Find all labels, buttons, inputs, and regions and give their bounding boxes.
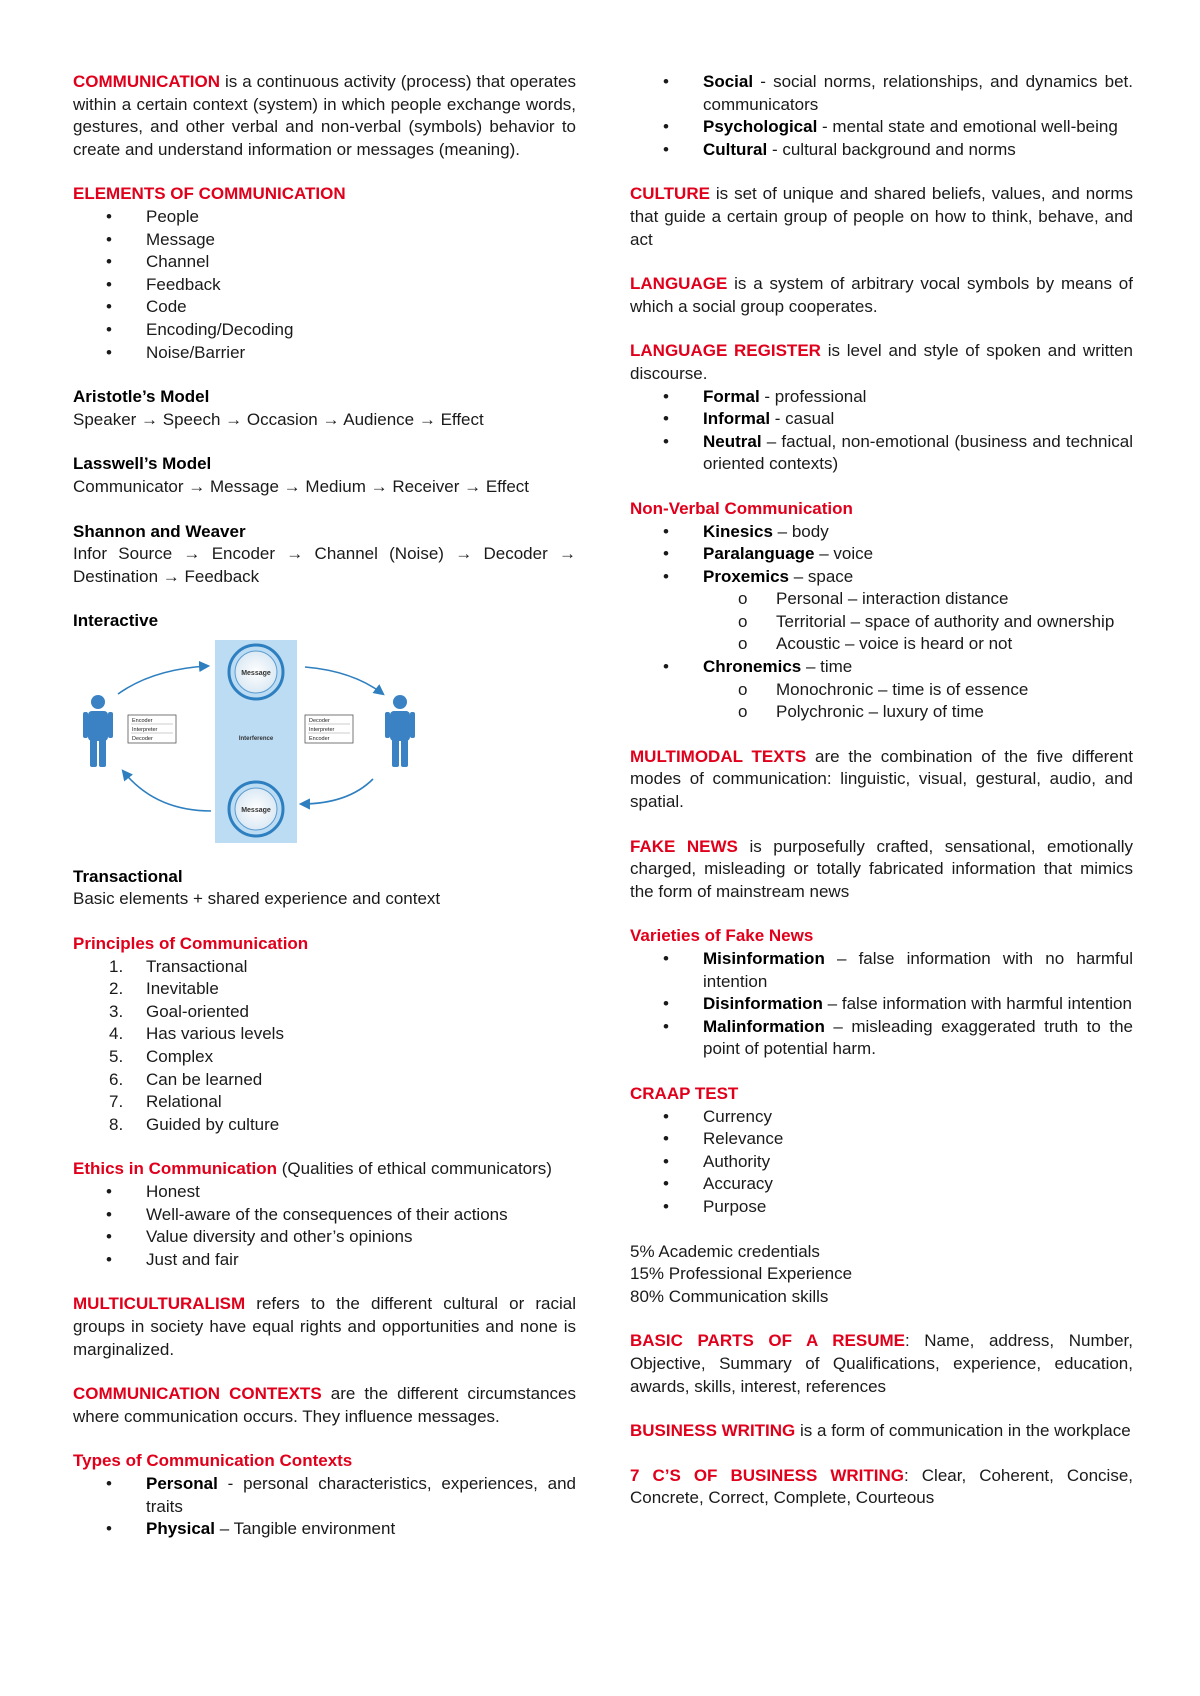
principles-list: [73, 956, 576, 1137]
section-heading: ELEMENTS OF COMMUNICATION: [73, 184, 346, 204]
section-heading: Principles of Communication: [73, 934, 309, 954]
model-text: Basic elements + shared experience and context: [73, 889, 441, 909]
register-list: [630, 386, 1133, 476]
right-role-box: [305, 715, 353, 743]
circle-label-bottom: Message: [241, 806, 271, 814]
list-item: • Disinformation – false information with harmful intention: [630, 993, 1133, 1016]
svg-text:Decoder: Decoder: [309, 717, 330, 724]
list-item: • Honest: [73, 1181, 576, 1204]
craap-section: [630, 1083, 1133, 1219]
model-heading: Lasswell’s Model: [73, 454, 212, 474]
types-section: [73, 1450, 576, 1540]
svg-text:Encoder: Encoder: [309, 735, 330, 742]
chronemics-sublist: [630, 679, 1133, 724]
list-item: 5. Complex: [109, 1047, 214, 1067]
arrow-top-left: [118, 666, 208, 694]
ethics-section: [73, 1158, 576, 1271]
list-item: 6. Can be learned: [109, 1069, 263, 1089]
arrow-bottom-left: [123, 771, 211, 811]
interactive-model-diagram: [73, 639, 438, 844]
person-left-icon: [83, 695, 113, 767]
list-item: • Psychological - mental state and emotional well-being: [630, 116, 1133, 139]
list-item: • Informal - casual: [630, 408, 1133, 431]
model-heading: Interactive: [73, 611, 159, 631]
list-item: 3. Goal-oriented: [109, 1001, 250, 1021]
definition-text: is a continuous activity (process) that operates within a certain context (system) in which people exchange words, gestures, and other verbal and non-verbal (symbols) behavior to create and understand information or messages (meaning).: [73, 72, 576, 159]
communication-definition: [73, 71, 576, 161]
principles-section: [73, 933, 576, 1136]
percent-line: 15% Professional Experience: [630, 1264, 853, 1284]
interference-label: Interference: [238, 735, 274, 742]
arrow-bottom-right: [301, 779, 373, 804]
list-item: • Neutral – factual, non-emotional (business and technical oriented contexts): [630, 431, 1133, 476]
lasswell-model: [73, 453, 576, 498]
list-item: • Chronemics – time: [630, 656, 1133, 679]
list-item: • Kinesics – body: [630, 521, 1133, 544]
seven-cs-definition: 7 C’S OF BUSINESS WRITING: Clear, Coherent, Concise, Concrete, Correct, Complete, Courteous: [630, 1465, 1134, 1508]
model-flow: Speaker → Speech → Occasion → Audience → Effect: [73, 409, 484, 429]
list-item: • Currency: [630, 1106, 1133, 1129]
list-item: • Encoding/Decoding: [73, 319, 576, 342]
person-right-icon: [385, 695, 415, 767]
list-item: 2. Inevitable: [109, 979, 219, 999]
list-item: • Code: [73, 296, 576, 319]
multiculturalism-definition: MULTICULTURALISM refers to the different cultural or racial groups in society have equal rights and opportunities and none is marginalized.: [73, 1294, 576, 1359]
interactive-model: [73, 610, 576, 844]
proxemics-sublist: [630, 588, 1133, 656]
shannon-weaver-model: [73, 521, 576, 589]
sub-item: o Monochronic – time is of essence: [630, 679, 1133, 702]
elements-section: [73, 183, 576, 364]
list-item: • Message: [73, 229, 576, 252]
sub-item: o Polychronic – luxury of time: [630, 701, 1133, 724]
svg-text:Interpreter: Interpreter: [132, 726, 158, 733]
section-heading: CRAAP TEST: [630, 1083, 739, 1103]
types-list: [73, 1473, 576, 1541]
list-item: • Personal - personal characteristics, experiences, and traits: [73, 1473, 576, 1518]
types-continued: [630, 71, 1133, 161]
list-item: • People: [73, 206, 576, 229]
list-item: • Value diversity and other’s opinions: [73, 1226, 576, 1249]
sub-item: o Territorial – space of authority and ownership: [630, 611, 1133, 634]
model-heading: Transactional: [73, 866, 183, 886]
term: COMMUNICATION: [73, 72, 220, 91]
transactional-model: [73, 866, 576, 911]
list-item: • Proxemics – space: [630, 566, 1133, 589]
right-column: [630, 71, 1133, 1532]
left-role-box: [128, 715, 176, 743]
list-item: • Purpose: [630, 1196, 1133, 1219]
list-item: 4. Has various levels: [109, 1024, 284, 1044]
percent-breakdown: [630, 1241, 1133, 1309]
ethics-heading: Ethics in Communication (Qualities of ethical communicators): [73, 1159, 552, 1179]
nonverbal-list: [630, 521, 1133, 589]
varieties-list: [630, 948, 1133, 1061]
list-item: 1. Transactional: [109, 956, 248, 976]
percent-line: 5% Academic credentials: [630, 1241, 820, 1261]
svg-text:Encoder: Encoder: [132, 717, 153, 724]
nonverbal-list-2: [630, 656, 1133, 679]
ethics-list: [73, 1181, 576, 1271]
left-column: [73, 71, 576, 1541]
business-writing-definition: BUSINESS WRITING is a form of communication in the workplace: [630, 1421, 1131, 1441]
list-item: • Feedback: [73, 274, 576, 297]
language-definition: LANGUAGE is a system of arbitrary vocal symbols by means of which a social group cooperates.: [630, 274, 1133, 316]
section-heading: Varieties of Fake News: [630, 926, 814, 946]
list-item: • Noise/Barrier: [73, 342, 576, 365]
list-item: • Channel: [73, 251, 576, 274]
circle-label-top: Message: [241, 669, 271, 677]
multimodal-definition: MULTIMODAL TEXTS are the combination of the five different modes of communication: linguistic, visual, gestural, audio, and spatial.: [630, 746, 1133, 812]
section-heading: Non-Verbal Communication: [630, 498, 853, 518]
list-item: • Relevance: [630, 1128, 1133, 1151]
list-item: • Malinformation – misleading exaggerated truth to the point of potential harm.: [630, 1016, 1133, 1061]
elements-list: [73, 206, 576, 364]
list-item: • Formal - professional: [630, 386, 1133, 409]
list-item: • Social - social norms, relationships, and dynamics bet. communicators: [630, 71, 1133, 116]
fakenews-definition: FAKE NEWS is purposefully crafted, sensational, emotionally charged, misleading or totally fabricated information that mimics the form of mainstream news: [630, 836, 1133, 901]
nonverbal-section: [630, 498, 1133, 724]
register-definition: LANGUAGE REGISTER is level and style of spoken and written discourse.: [630, 341, 1133, 383]
list-item: • Cultural - cultural background and norms: [630, 139, 1133, 162]
list-item: • Authority: [630, 1151, 1133, 1174]
model-flow: Infor Source → Encoder → Channel (Noise) → Decoder → Destination → Feedback: [73, 544, 576, 586]
sub-item: o Acoustic – voice is heard or not: [630, 633, 1133, 656]
sub-item: o Personal – interaction distance: [630, 588, 1133, 611]
list-item: 8. Guided by culture: [109, 1114, 280, 1134]
model-heading: Aristotle’s Model: [73, 387, 210, 407]
craap-list: [630, 1106, 1133, 1219]
model-heading: Shannon and Weaver: [73, 521, 246, 541]
list-item: • Well-aware of the consequences of their actions: [73, 1204, 576, 1227]
resume-definition: BASIC PARTS OF A RESUME: Name, address, Number, Objective, Summary of Qualifications, experience, education, awards, skills, interest, references: [630, 1331, 1133, 1396]
list-item: 7. Relational: [109, 1092, 222, 1112]
list-item: • Accuracy: [630, 1173, 1133, 1196]
culture-definition: CULTURE is set of unique and shared beliefs, values, and norms that guide a certain group of people on how to think, behave, and act: [630, 184, 1133, 249]
contexts-definition: COMMUNICATION CONTEXTS are the different circumstances where communication occurs. They influence messages.: [73, 1384, 576, 1426]
model-flow: Communicator → Message → Medium → Receiver → Effect: [73, 476, 529, 496]
aristotle-model: [73, 386, 576, 431]
types-list-continued: [630, 71, 1133, 161]
list-item: • Misinformation – false information with no harmful intention: [630, 948, 1133, 993]
register-section: [630, 340, 1133, 476]
section-heading: Types of Communication Contexts: [73, 1451, 353, 1471]
diagram-svg: [73, 639, 438, 844]
list-item: • Physical – Tangible environment: [73, 1518, 576, 1541]
varieties-section: [630, 925, 1133, 1061]
list-item: • Just and fair: [73, 1249, 576, 1272]
svg-text:Interpreter: Interpreter: [309, 726, 335, 733]
svg-text:Decoder: Decoder: [132, 735, 153, 742]
list-item: • Paralanguage – voice: [630, 543, 1133, 566]
percent-line: 80% Communication skills: [630, 1286, 829, 1306]
arrow-top-right: [305, 667, 383, 694]
